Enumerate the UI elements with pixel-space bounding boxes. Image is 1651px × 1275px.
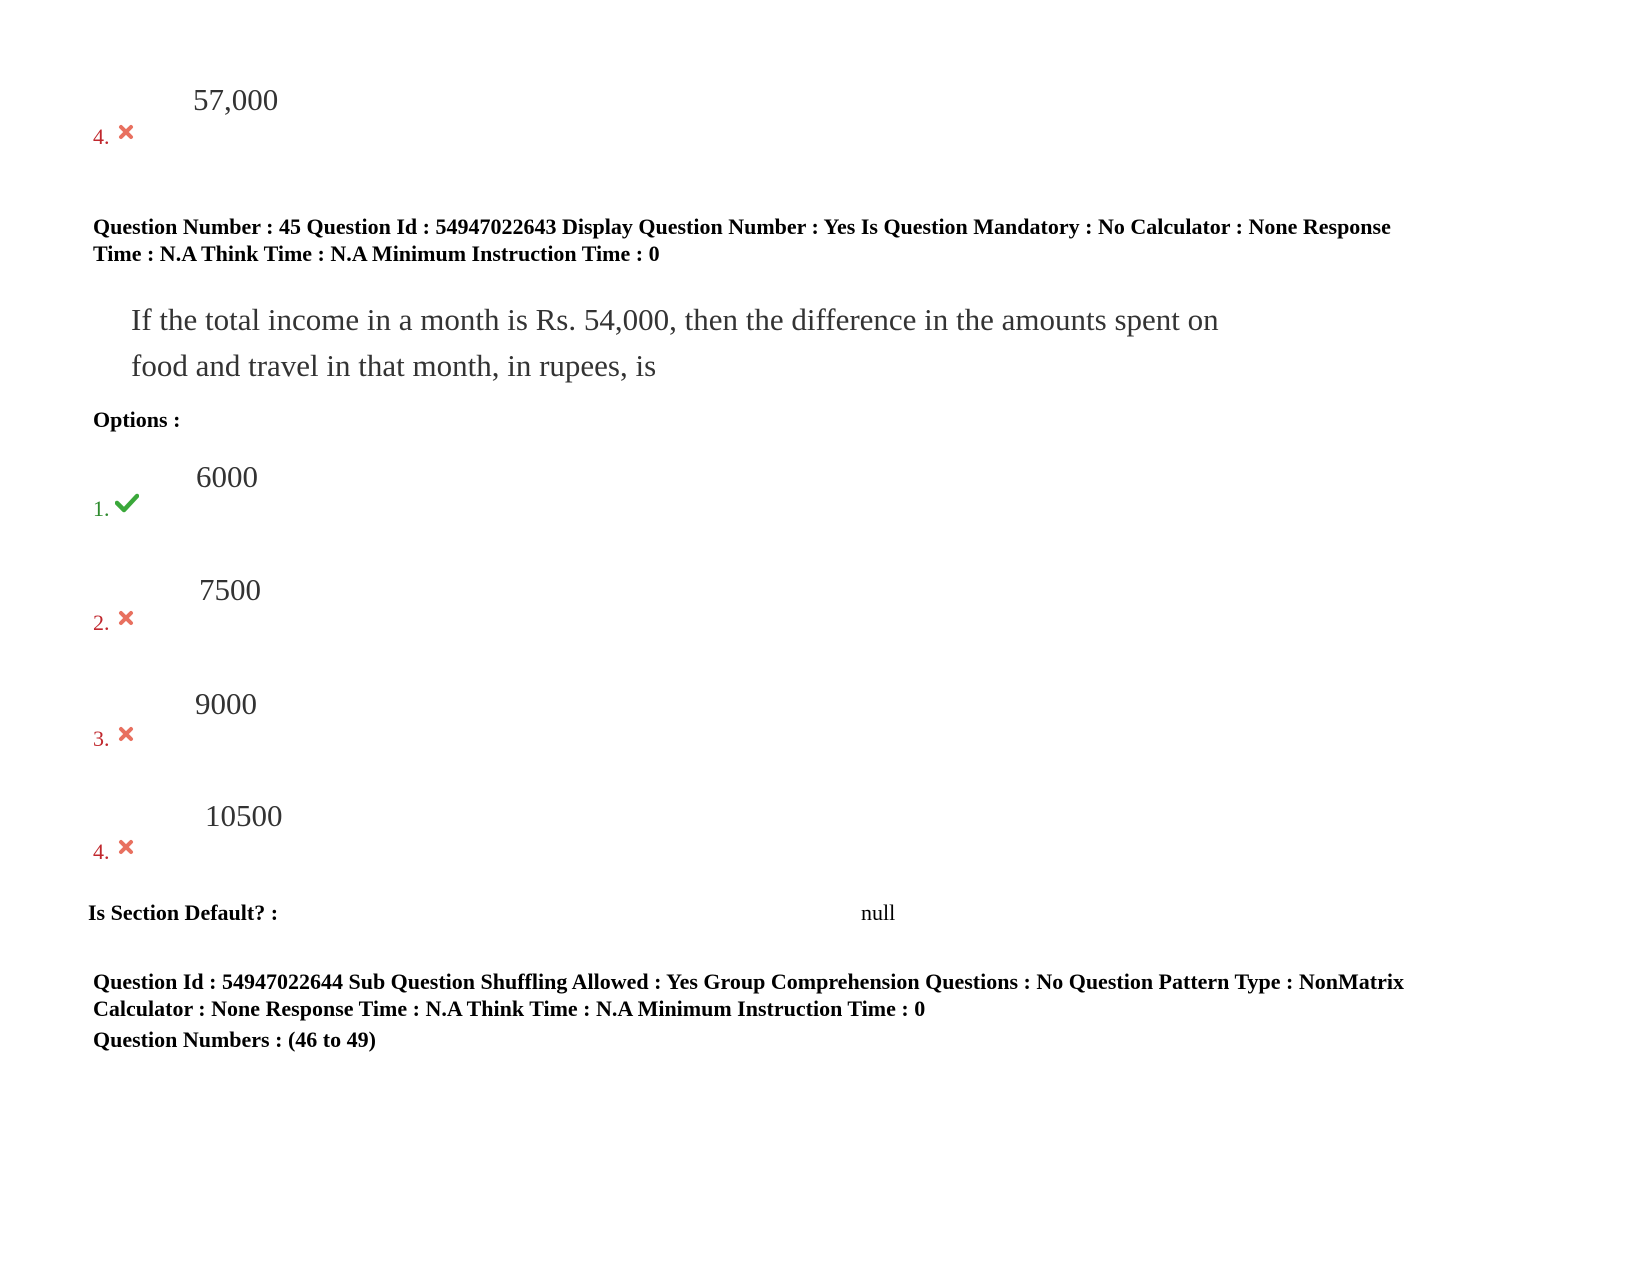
question-text bbox=[131, 297, 1431, 389]
option-number: 3. bbox=[93, 726, 110, 751]
cross-icon bbox=[118, 124, 134, 140]
option-number: 4. bbox=[93, 839, 110, 864]
group-meta bbox=[93, 968, 1593, 1022]
option-value: 10500 bbox=[205, 798, 283, 833]
option-value: 7500 bbox=[199, 572, 261, 607]
question-numbers: Question Numbers : (46 to 49) bbox=[93, 1027, 376, 1052]
check-icon bbox=[115, 493, 139, 513]
cross-icon bbox=[118, 839, 134, 855]
option-number: 2. bbox=[93, 610, 110, 635]
options-label: Options : bbox=[93, 407, 181, 432]
question-meta bbox=[93, 213, 1573, 267]
question-meta-line-2: Time : N.A Think Time : N.A Minimum Instruction Time : 0 bbox=[93, 241, 660, 266]
option-number: 1. bbox=[93, 496, 110, 521]
cross-icon bbox=[118, 726, 134, 742]
question-text-line-1: If the total income in a month is Rs. 54,000, then the difference in the amounts spent on bbox=[131, 302, 1219, 337]
option-value: 9000 bbox=[195, 686, 257, 721]
group-meta-line-2: Calculator : None Response Time : N.A Think Time : N.A Minimum Instruction Time : 0 bbox=[93, 996, 926, 1021]
question-meta-line-1: Question Number : 45 Question Id : 54947022643 Display Question Number : Yes Is Question Mandatory : No Calculator : None Response bbox=[93, 214, 1391, 239]
cross-icon bbox=[118, 610, 134, 626]
group-meta-line-1: Question Id : 54947022644 Sub Question Shuffling Allowed : Yes Group Comprehension Questions : No Question Pattern Type : NonMatrix bbox=[93, 969, 1404, 994]
option-value: 57,000 bbox=[193, 82, 279, 117]
option-value: 6000 bbox=[196, 459, 258, 494]
option-number: 4. bbox=[93, 124, 110, 149]
question-text-line-2: food and travel in that month, in rupees, is bbox=[131, 348, 657, 383]
section-default-value: null bbox=[861, 900, 896, 925]
section-default-label: Is Section Default? : bbox=[88, 900, 279, 925]
